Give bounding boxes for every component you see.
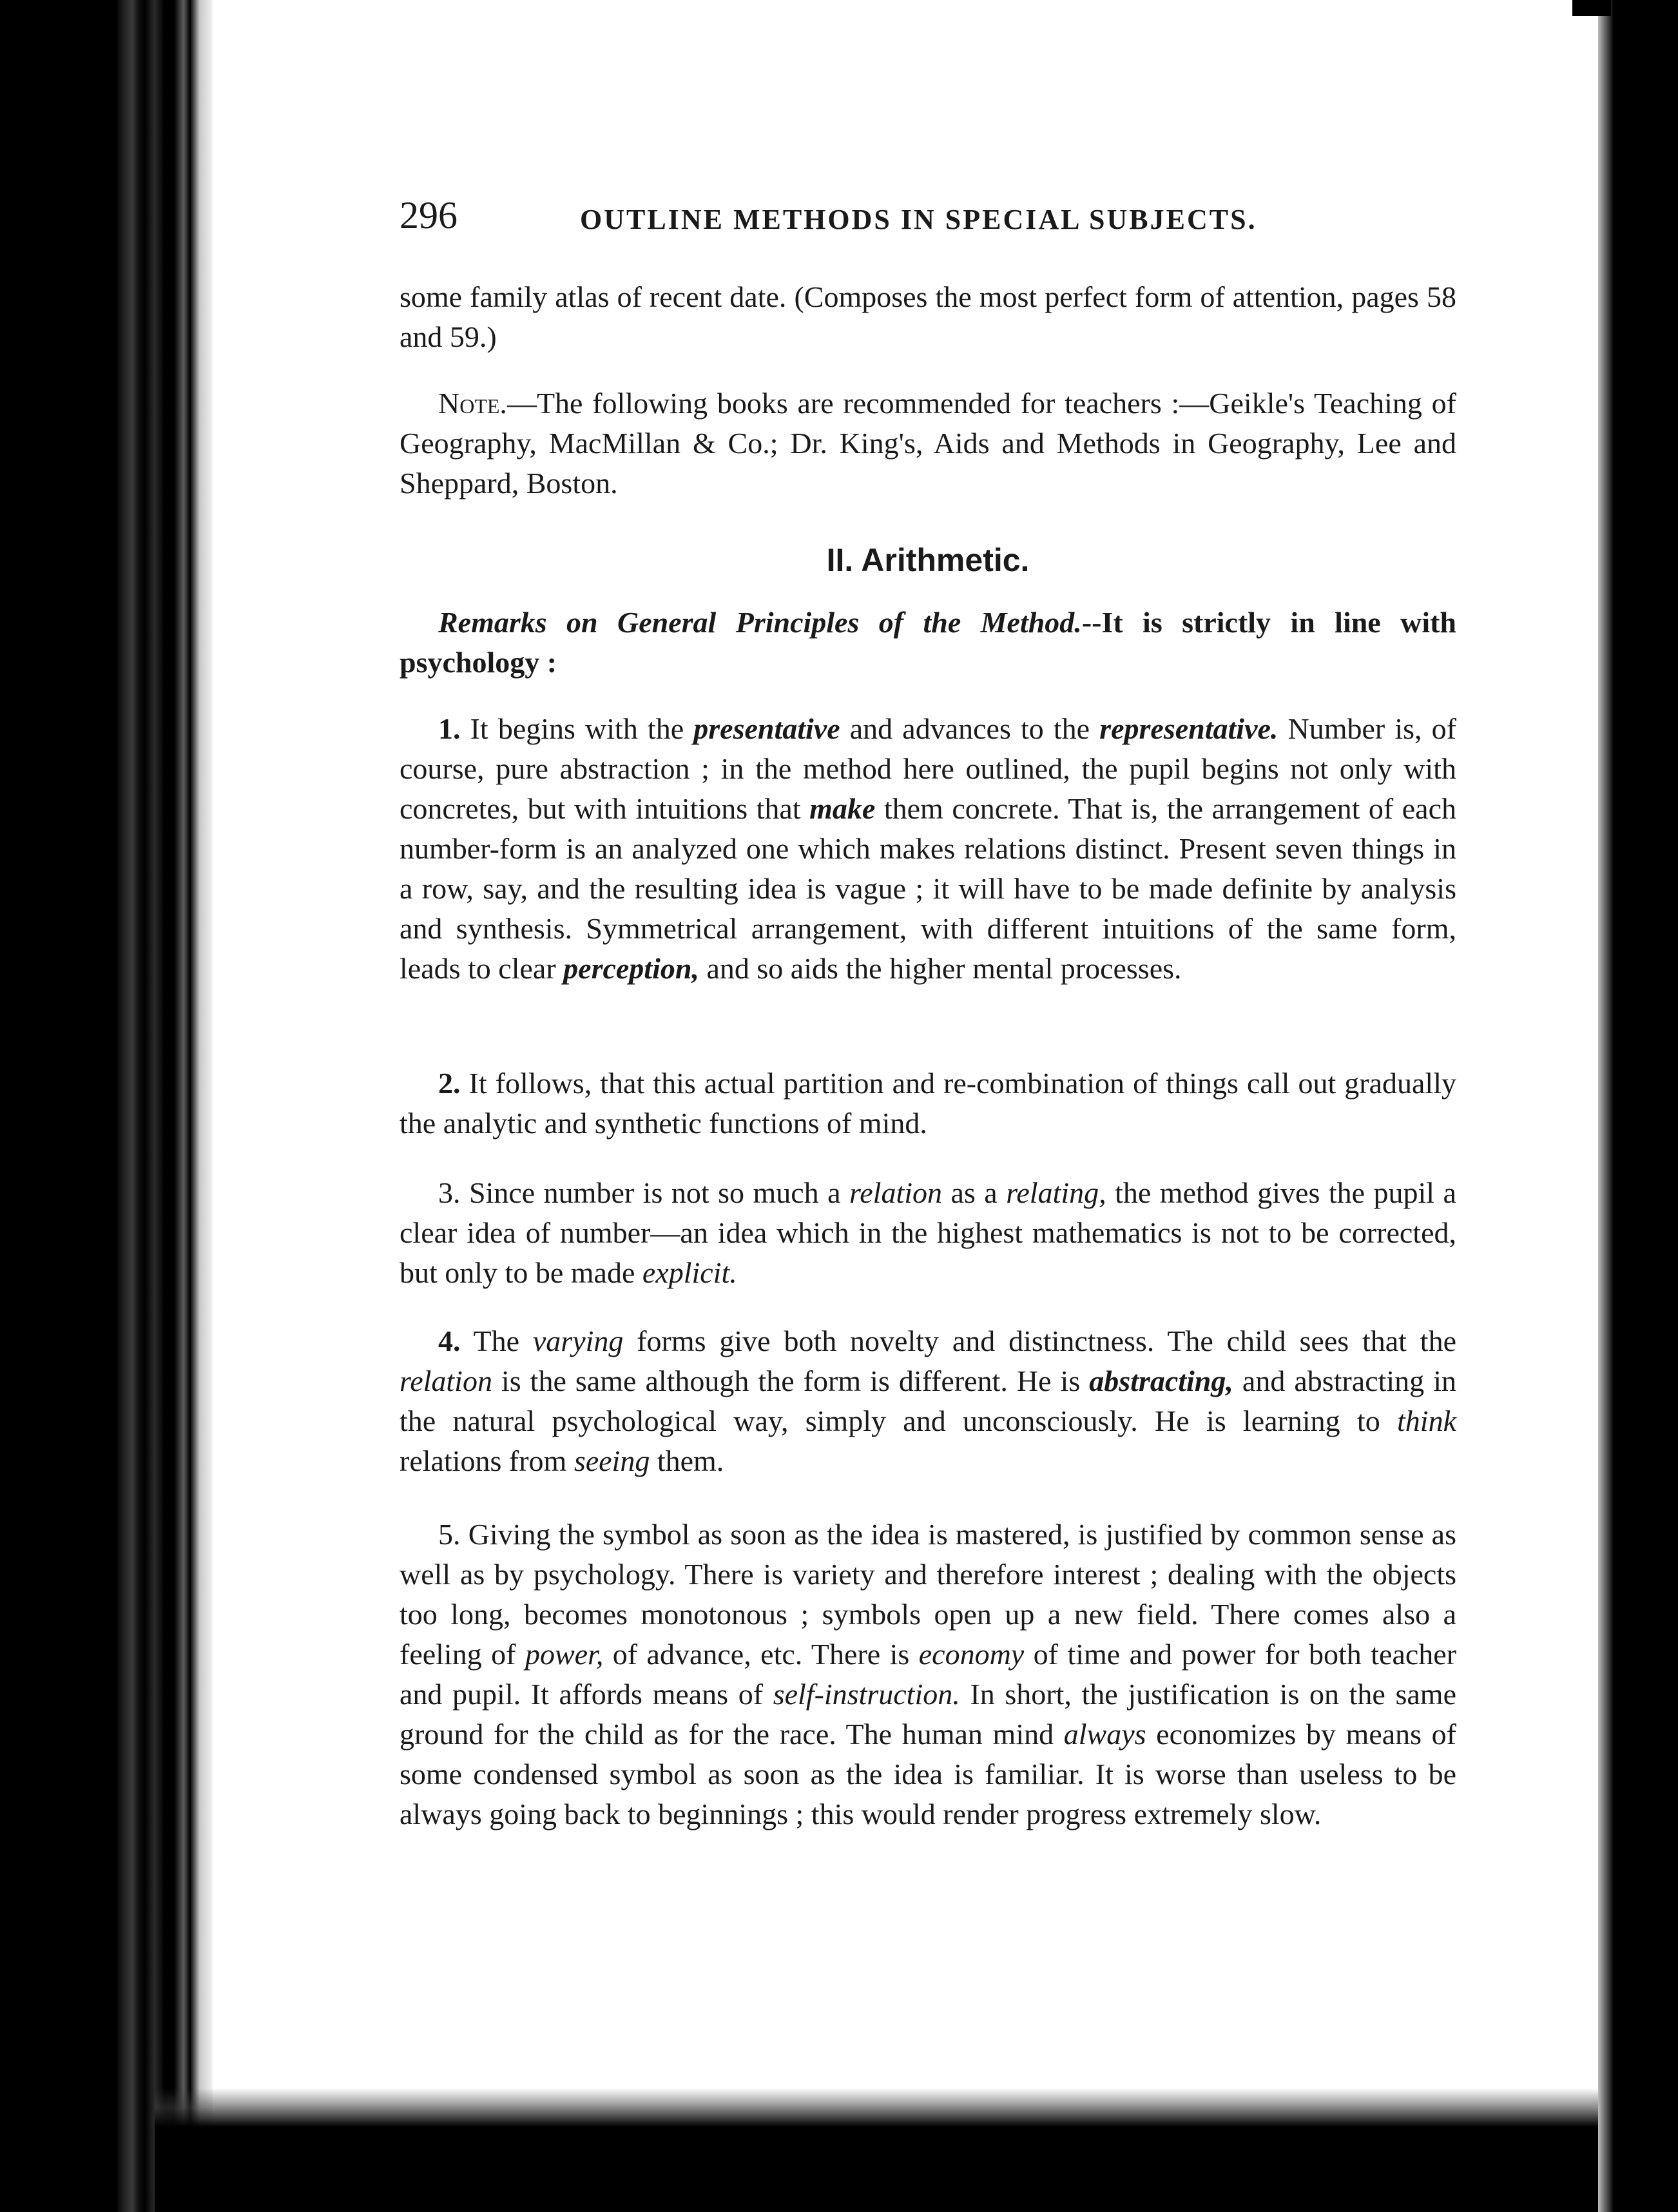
point-1-text-d: them concrete. That is, the arrangement of each number-form is an analyzed one which makes relations distinct. Present seven things in a row, say, and the resulting idea is vague ; it will have to be made definite by analysis and synthesis. Symmetrical arrangement, with different intuitions of the same form, leads to clear [400, 792, 1456, 985]
point-1-text-b: and advances to the [840, 712, 1100, 745]
point-5-text-e: economizes by means of some condensed symbol as soon as the idea is familiar. It is worse than useless to be always going back to beginnings ; this would render progress extremely slow. [400, 1718, 1457, 1830]
note-text: —The following books are recommended for teachers :—Geikle's Teaching of Geography, MacMillan & Co.; Dr. King's, Aids and Methods in Geography, Lee and Sheppard, Boston. [400, 387, 1456, 500]
point-3-number: 3. [438, 1176, 461, 1209]
point-1-text-a: It begins with the [460, 712, 694, 745]
point-5-em-economy: economy [918, 1638, 1025, 1671]
point-4-number: 4. [438, 1324, 461, 1357]
point-1-em-perception: perception, [563, 952, 699, 985]
point-5 [400, 1515, 1456, 1834]
point-3-text-a: Since number is not so much a [460, 1176, 850, 1209]
book-spine-left [0, 0, 213, 2212]
point-1-em-presentative: presentative [693, 712, 840, 745]
point-5-text-d: In short, the justification is on the same ground for the child as for the race. The human mind [400, 1678, 1456, 1751]
point-5-text-c: of time and power for both teacher and pupil. It affords means of [400, 1638, 1457, 1711]
point-4-em-abstracting: abstracting, [1089, 1364, 1233, 1397]
page-header [400, 193, 1315, 245]
point-5-number: 5. [438, 1518, 461, 1551]
point-2-number: 2. [438, 1067, 461, 1100]
point-1-em-make: make [809, 792, 876, 825]
remarks-paragraph [400, 603, 1456, 683]
remarks-label: Remarks on General Principles of the Method. [438, 606, 1082, 639]
note-label: Note. [438, 387, 507, 420]
point-2-text: It follows, that this actual partition and re-combination of things call out gradually the analytic and synthetic functions of mind. [400, 1067, 1456, 1140]
scan-edge-bottom [155, 2088, 1598, 2212]
intro-paragraph [400, 277, 1456, 357]
point-4-em-think: think [1397, 1404, 1456, 1437]
note-paragraph [400, 383, 1456, 503]
point-1-number: 1. [438, 712, 461, 745]
point-4-text-a: The [460, 1324, 533, 1357]
point-5-em-always: always [1063, 1718, 1146, 1751]
point-3-text-c: the method gives the pupil a clear idea of number—an idea which in the highest mathematics is not to be corrected, but only to be made [400, 1176, 1456, 1289]
point-3-em-explicit: explicit. [642, 1256, 737, 1289]
point-4-text-d: and abstracting in the natural psychological way, simply and unconsciously. He is learning to [400, 1364, 1456, 1437]
scan-edge-top [1572, 0, 1611, 16]
point-1 [400, 709, 1456, 989]
section-heading: II. Arithmetic. [826, 542, 1030, 578]
page-number: 296 [400, 194, 458, 237]
point-4-em-seeing: seeing [574, 1444, 650, 1477]
point-3 [400, 1173, 1456, 1293]
point-5-em-self-instruction: self-instruction. [773, 1678, 960, 1711]
point-1-text-e: and so aids the higher mental processes. [699, 952, 1182, 985]
point-3-em-relating: relating, [1006, 1176, 1106, 1209]
point-3-text-b: as a [942, 1176, 1007, 1209]
point-4-text-c: is the same although the form is different. He is [492, 1364, 1090, 1397]
point-3-em-relation: relation [849, 1176, 942, 1209]
book-spine-right [1598, 0, 1678, 2212]
point-4-em-relation: relation [400, 1364, 492, 1397]
point-5-text-a: Giving the symbol as soon as the idea is mastered, is justified by common sense as well as by psychology. There is variety and therefore interest ; dealing with the objects too long, becomes monotonous ; symbols open up a new field. There comes also a feeling of [400, 1518, 1456, 1671]
point-4-em-varying: varying [532, 1324, 624, 1357]
remarks-text: --It is strictly in line with psychology : [400, 606, 1457, 679]
point-5-em-power: power, [525, 1638, 604, 1671]
intro-text: some family atlas of recent date. (Composes the most perfect form of attention, pages 58 and 59.) [400, 280, 1456, 353]
point-1-em-representative: representative. [1099, 712, 1278, 745]
point-4 [400, 1321, 1456, 1481]
point-2 [400, 1063, 1456, 1143]
point-5-text-b: of advance, etc. There is [603, 1638, 919, 1671]
running-title: OUTLINE METHODS IN SPECIAL SUBJECTS. [580, 204, 1257, 235]
point-4-text-f: them. [650, 1444, 724, 1477]
point-4-text-e: relations from [400, 1444, 574, 1477]
point-4-text-b: forms give both novelty and distinctness. The child sees that the [623, 1324, 1456, 1357]
point-1-text-c: Number is, of course, pure abstraction ; in the method here outlined, the pupil begins not only with concretes, but with intuitions that [400, 712, 1456, 825]
